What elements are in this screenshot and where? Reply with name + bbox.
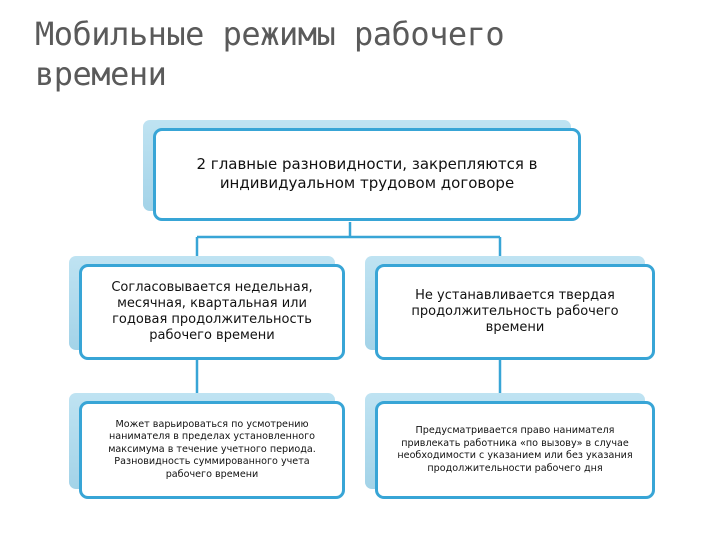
- right-mid-box-text: Не устанавливается твердая продолжительность рабочего времени: [411, 288, 619, 335]
- slide-title: Мобильные режимы рабочего времени: [35, 15, 505, 93]
- right-low-box: [365, 393, 655, 499]
- left-mid-box-panel: [79, 264, 345, 360]
- left-mid-box: [69, 256, 345, 360]
- main-box-panel: [153, 128, 581, 221]
- left-low-box: [69, 393, 345, 499]
- right-mid-box-panel: [375, 264, 655, 360]
- left-low-box-text: Может варьироваться по усмотрению нанимателя в пределах установленного максимума в течение учетного периода. Разновидность суммированного учета рабочего времени: [108, 418, 316, 480]
- main-box: [143, 120, 581, 221]
- left-mid-box-text: Согласовывается недельная, месячная, квартальная или годовая продолжительность рабочего времени: [111, 280, 313, 343]
- main-box-text: 2 главные разновидности, закрепляются в индивидуальном трудовом договоре: [196, 154, 538, 192]
- right-low-box-text: Предусматривается право нанимателя привлекать работника «по вызову» в случае необходимости с указанием или без указания продолжительности рабочего дня: [397, 425, 633, 474]
- right-mid-box: [365, 256, 655, 360]
- right-low-box-panel: [375, 401, 655, 499]
- left-low-box-panel: [79, 401, 345, 499]
